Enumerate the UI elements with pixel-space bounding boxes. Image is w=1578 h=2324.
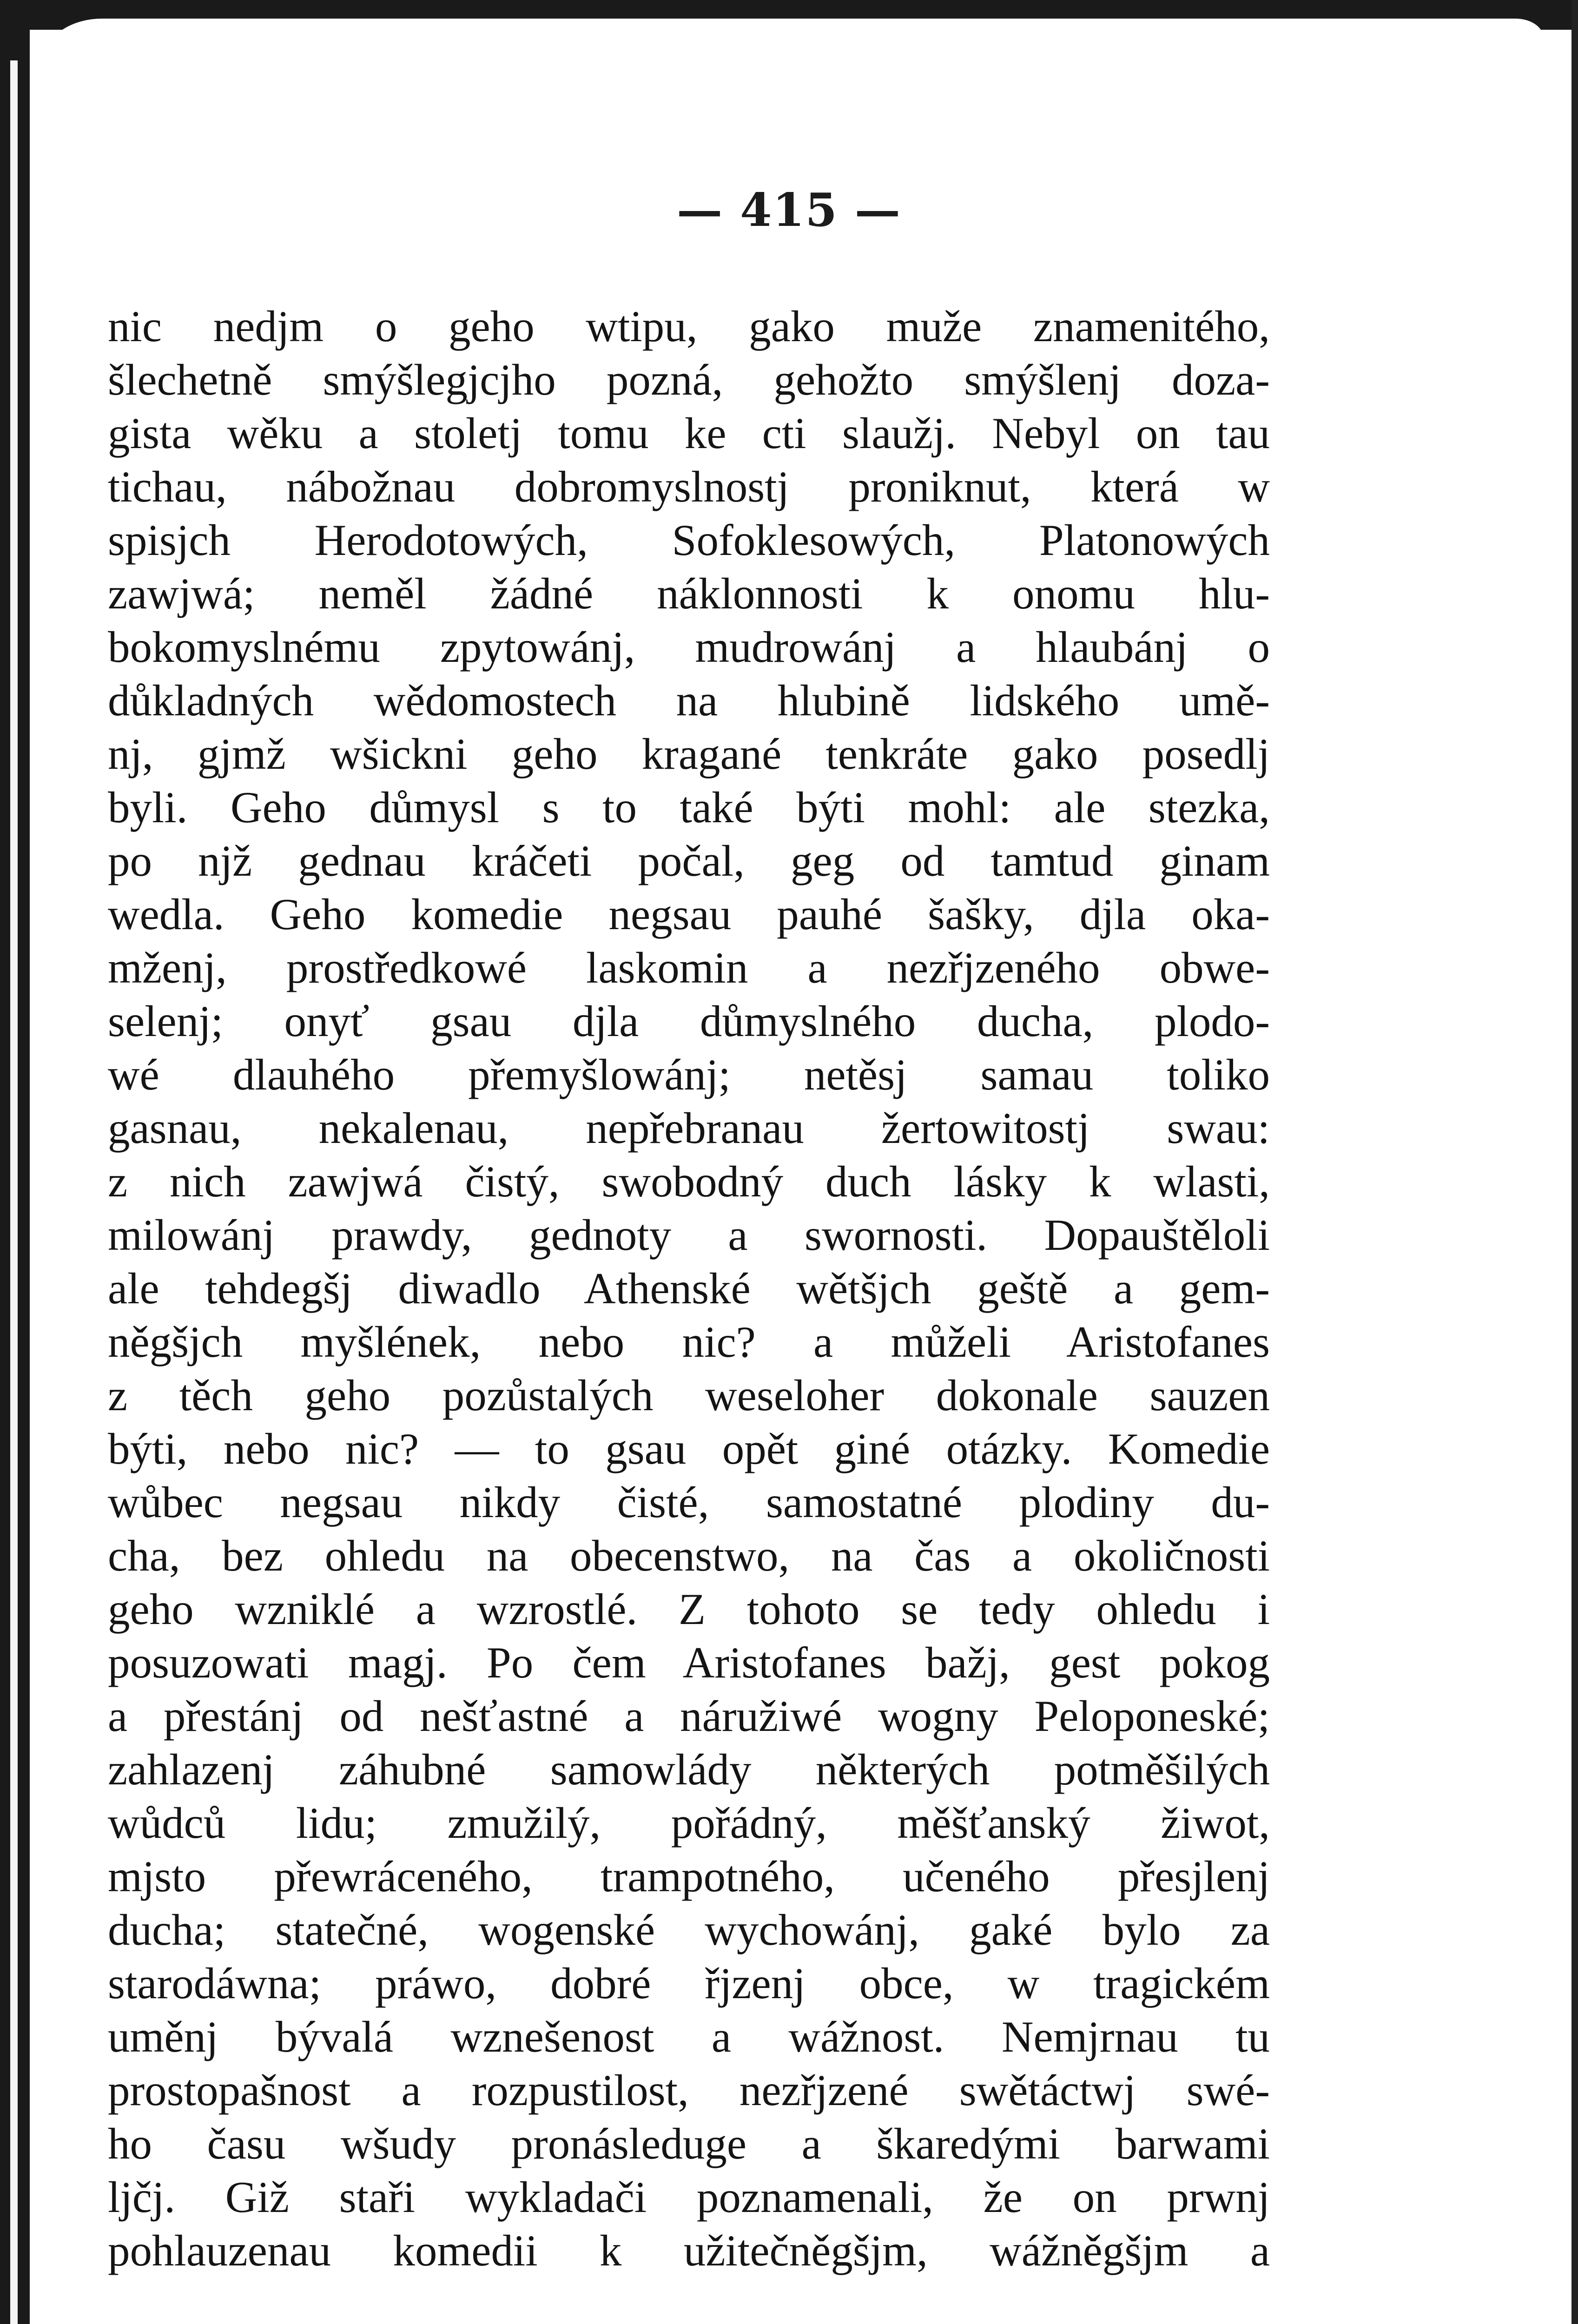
text-line: pohlauzenau komedii k užitečněgšjm, wážněgšjm a bbox=[108, 2226, 1270, 2275]
text-line: něgšjch myšlének, nebo nic? a můželi Aristofanes bbox=[108, 1317, 1270, 1367]
text-line: prostopašnost a rozpustilost, nezřjzené swětáctwj swé- bbox=[108, 2066, 1270, 2115]
text-line: wůbec negsau nikdy čisté, samostatné plodiny du- bbox=[108, 1478, 1270, 1527]
text-line: gasnau, nekalenau, nepřebranau žertowitostj swau: bbox=[108, 1103, 1270, 1153]
text-line: selenj; onyť gsau djla důmyslného ducha, plodo- bbox=[108, 997, 1270, 1046]
text-line: geho wzniklé a wzrostlé. Z tohoto se tedy ohledu i bbox=[108, 1585, 1270, 1634]
text-line: nic nedjm o geho wtipu, gako muže znamenitého, bbox=[108, 302, 1270, 351]
text-line: ducha; statečné, wogenské wychowánj, gaké bylo za bbox=[108, 1905, 1270, 1954]
body-text bbox=[108, 300, 1270, 2278]
text-line: cha, bez ohledu na obecenstwo, na čas a okoličnosti bbox=[108, 1531, 1270, 1580]
text-line: ho času wšudy pronásleduge a škaredými barwami bbox=[108, 2119, 1270, 2168]
text-line: spisjch Herodotowých, Sofoklesowých, Platonowých bbox=[108, 515, 1270, 565]
page-number: — 415 — bbox=[677, 184, 901, 237]
text-line: ljčj. Giž staři wykladači poznamenali, že on prwnj bbox=[108, 2172, 1270, 2222]
text-line: uměnj bývalá wznešenost a wážnost. Nemjrnau tu bbox=[108, 2012, 1270, 2061]
text-line: důkladných wědomostech na hlubině lidského umě- bbox=[108, 676, 1270, 725]
text-line: bokomyslnému zpytowánj, mudrowánj a hlaubánj o bbox=[108, 622, 1270, 672]
text-line: šlechetně smýšlegjcjho pozná, gehožto smýšlenj doza- bbox=[108, 355, 1270, 404]
text-line: mženj, prostředkowé laskomin a nezřjzeného obwe- bbox=[108, 943, 1270, 992]
text-line: starodáwna; práwo, dobré řjzenj obce, w tragickém bbox=[108, 1959, 1270, 2008]
text-line: z nich zawjwá čistý, swobodný duch lásky k wlasti, bbox=[108, 1157, 1270, 1206]
text-line: wedla. Geho komedie negsau pauhé šašky, djla oka- bbox=[108, 890, 1270, 939]
scan-right-edge bbox=[1571, 0, 1578, 2324]
text-line: mjsto přewráceného, trampotného, učeného přesjlenj bbox=[108, 1852, 1270, 1901]
text-line: a přestánj od nešťastné a náružiwé wogny Peloponeské; bbox=[108, 1691, 1270, 1741]
text-line: zawjwá; neměl žádné náklonnosti k onomu hlu- bbox=[108, 569, 1270, 618]
text-line: wé dlauhého přemyšlowánj; netěsj samau toliko bbox=[108, 1050, 1270, 1099]
text-line: nj, gjmž wšickni geho kragané tenkráte gako posedlj bbox=[108, 729, 1270, 779]
text-line: gista wěku a stoletj tomu ke cti slaužj. Nebyl on tau bbox=[108, 409, 1270, 458]
text-line: z těch geho pozůstalých weseloher dokonale sauzen bbox=[108, 1371, 1270, 1420]
text-line: býti, nebo nic? — to gsau opět giné otázky. Komedie bbox=[108, 1424, 1270, 1473]
text-line: wůdců lidu; zmužilý, pořádný, měšťanský žiwot, bbox=[108, 1798, 1270, 1848]
text-line: milowánj prawdy, gednoty a swornosti. Dopauštěloli bbox=[108, 1210, 1270, 1260]
text-line: zahlazenj záhubné samowlády některých potměšilých bbox=[108, 1745, 1270, 1794]
text-line: tichau, nábožnau dobromyslnostj proniknut, která w bbox=[108, 462, 1270, 511]
scan-left-gap bbox=[10, 60, 18, 2324]
text-line: posuzowati magj. Po čem Aristofanes bažj, gest pokog bbox=[108, 1638, 1270, 1687]
scan-top-curve bbox=[46, 19, 1543, 56]
text-line: ale tehdegšj diwadlo Athenské wětšjch geště a gem- bbox=[108, 1264, 1270, 1313]
text-line: po njž gednau kráčeti počal, geg od tamtud ginam bbox=[108, 836, 1270, 885]
text-line: byli. Geho důmysl s to také býti mohl: ale stezka, bbox=[108, 783, 1270, 832]
